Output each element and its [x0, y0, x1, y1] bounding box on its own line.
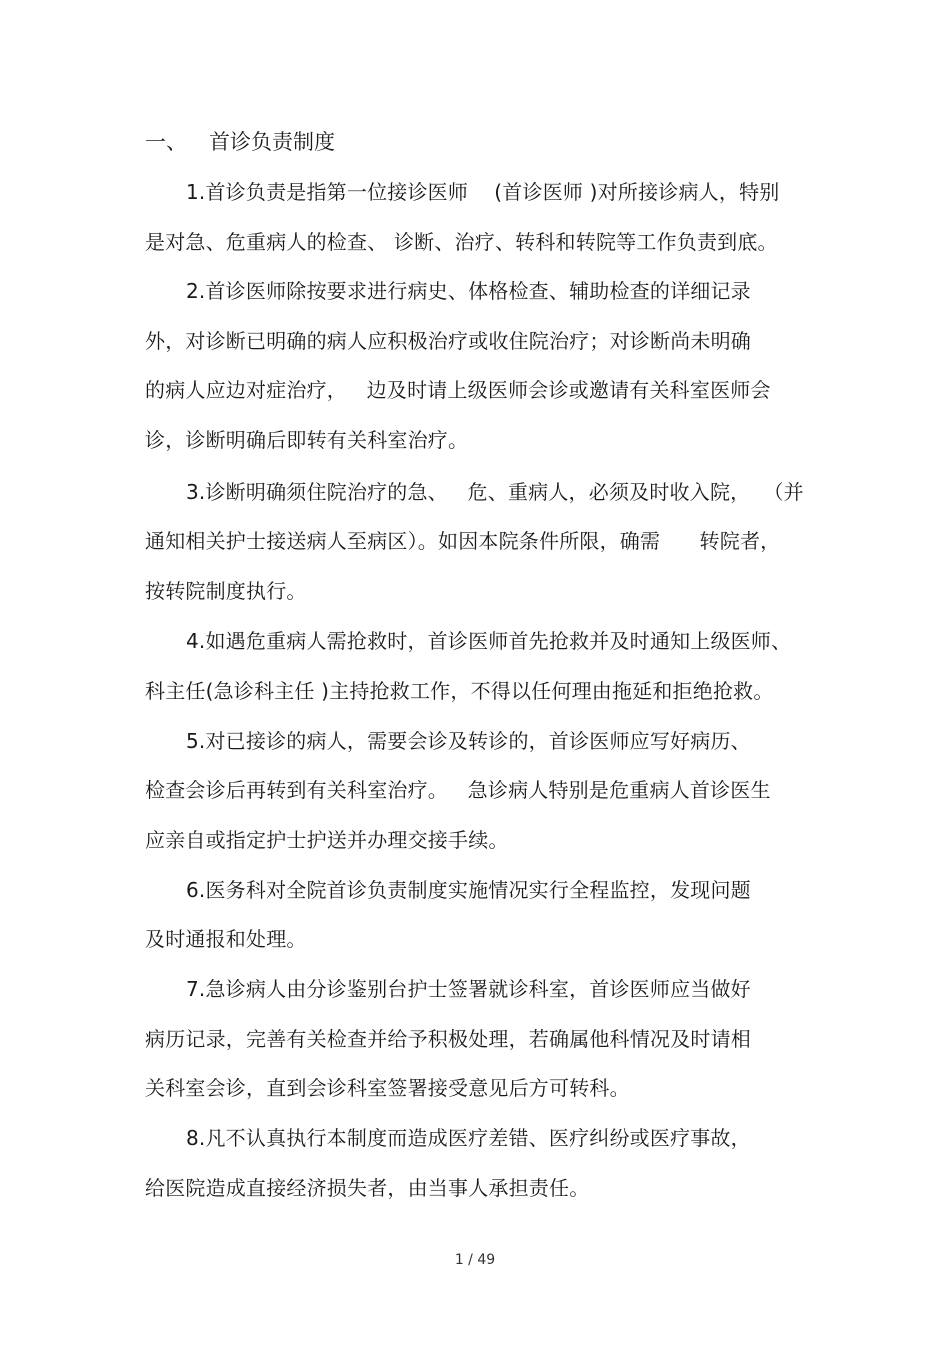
paragraph-1-line-1: 1.首诊负责是指第一位接诊医师 (首诊医师 )对所接诊病人，特别	[186, 180, 780, 204]
paragraph-7-line-3: 关科室会诊，直到会诊科室签署接受意见后方可转科。	[145, 1076, 630, 1100]
paragraph-1-line-2: 是对急、危重病人的检查、 诊断、治疗、转科和转院等工作负责到底。	[145, 230, 778, 254]
paragraph-6-line-2: 及时通报和处理。	[145, 927, 307, 951]
paragraph-4-line-2: 科主任(急诊科主任 )主持抢救工作，不得以任何理由拖延和拒绝抢救。	[145, 679, 774, 703]
paragraph-2-line-2: 外，对诊断已明确的病人应积极治疗或收住院治疗；对诊断尚未明确	[145, 329, 751, 353]
paragraph-3-line-3: 按转院制度执行。	[145, 579, 307, 603]
paragraph-7-line-1: 7.急诊病人由分诊鉴别台护士签署就诊科室，首诊医师应当做好	[186, 977, 751, 1001]
paragraph-3-line-2: 通知相关护士接送病人至病区）。如因本院条件所限，确需 转院者，	[145, 529, 781, 553]
paragraph-4-line-1: 4.如遇危重病人需抢救时，首诊医师首先抢救并及时通知上级医师、	[186, 629, 792, 653]
section-number: 一、	[145, 130, 187, 154]
paragraph-5-line-2: 检查会诊后再转到有关科室治疗。 急诊病人特别是危重病人首诊医生	[145, 778, 771, 802]
paragraph-5-line-3: 应亲自或指定护士护送并办理交接手续。	[145, 828, 509, 852]
page-indicator: 1 / 49	[454, 1252, 496, 1268]
paragraph-5-line-1: 5.对已接诊的病人，需要会诊及转诊的，首诊医师应写好病历、	[186, 729, 751, 753]
paragraph-8-line-2: 给医院造成直接经济损失者，由当事人承担责任。	[145, 1176, 590, 1200]
paragraph-7-line-2: 病历记录，完善有关检查并给予积极处理，若确属他科情况及时请相	[145, 1027, 751, 1051]
paragraph-6-line-1: 6.医务科对全院首诊负责制度实施情况实行全程监控，发现问题	[186, 878, 751, 902]
paragraph-2-line-3: 的病人应边对症治疗， 边及时请上级医师会诊或邀请有关科室医师会	[145, 378, 771, 402]
paragraph-2-line-4: 诊，诊断明确后即转有关科室治疗。	[145, 428, 469, 452]
paragraph-8-line-1: 8.凡不认真执行本制度而造成医疗差错、医疗纠纷或医疗事故，	[186, 1126, 751, 1150]
paragraph-3-line-1: 3.诊断明确须住院治疗的急、 危、重病人，必须及时收入院， （并	[186, 480, 804, 504]
section-title: 首诊负责制度	[209, 130, 335, 154]
paragraph-2-line-1: 2.首诊医师除按要求进行病史、体格检查、辅助检查的详细记录	[186, 279, 751, 303]
